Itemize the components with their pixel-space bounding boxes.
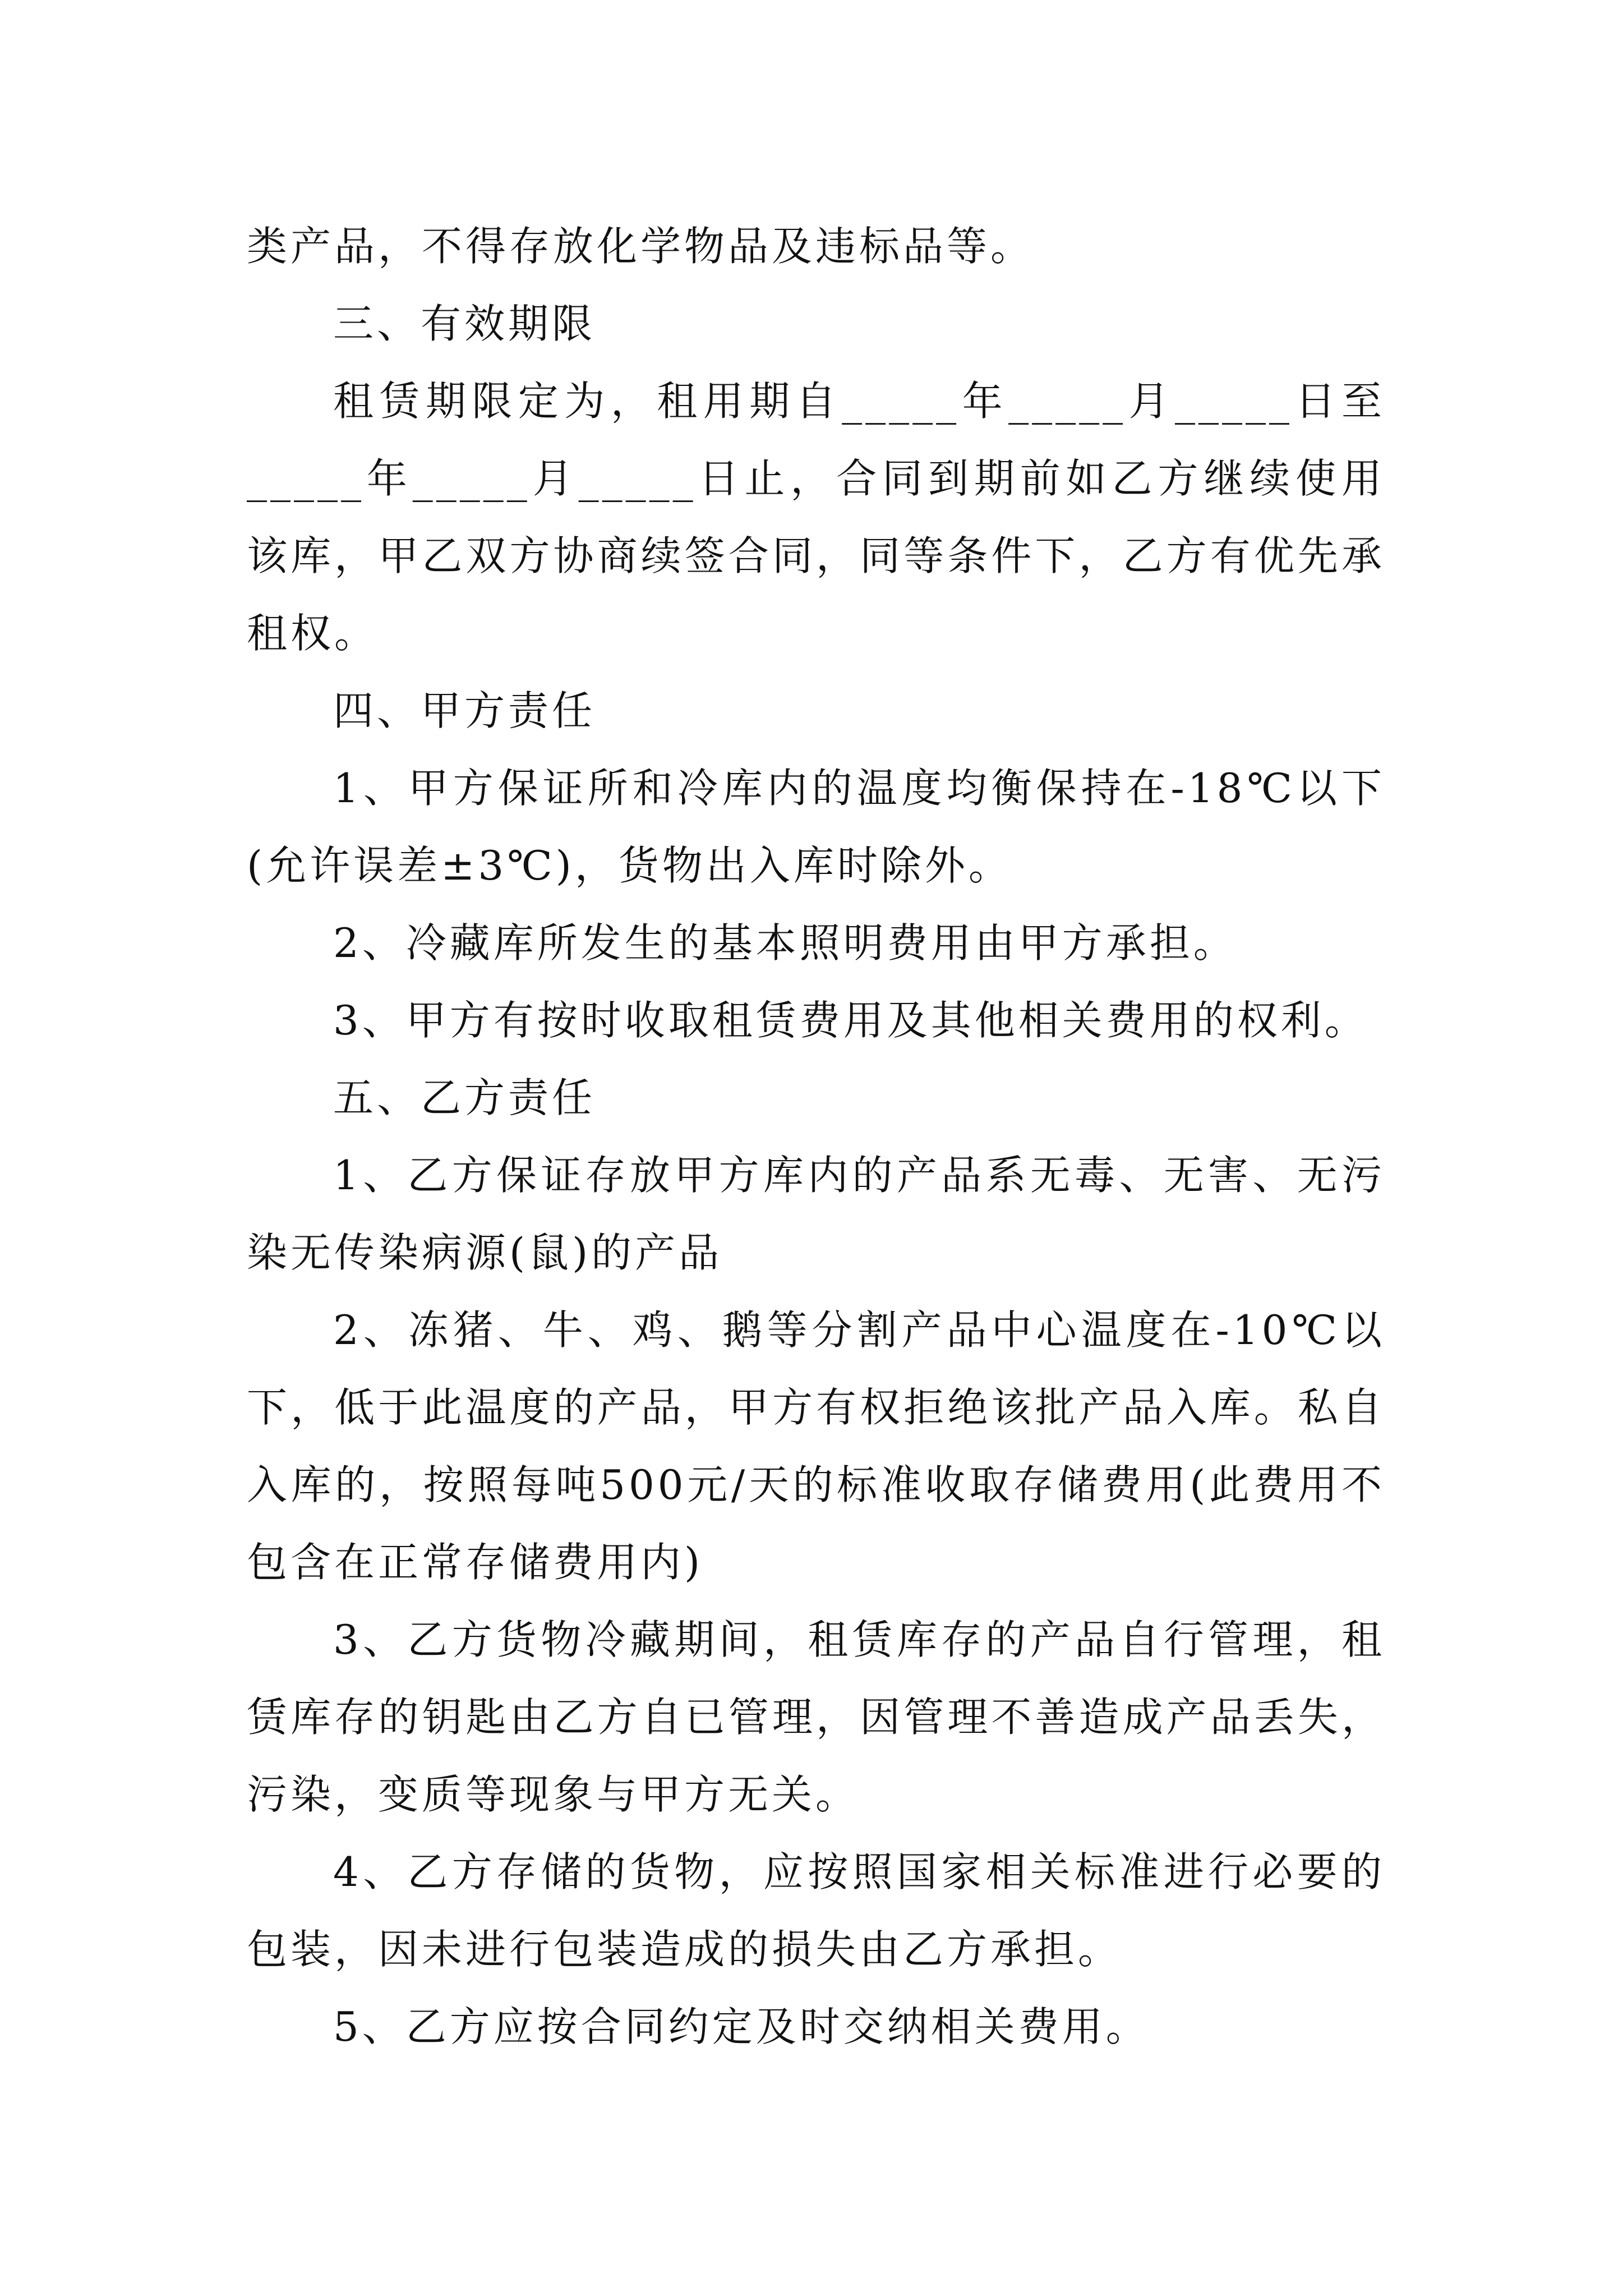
paragraph-lease-term: 租赁期限定为，租用期自_____年_____月_____日至_____年_____月_____日止，合同到期前如乙方继续使用该库，甲乙双方协商续签合同，同等条件下，乙方有优先承租权。	[247, 378, 1385, 657]
clause-b-3: 3、乙方货物冷藏期间，租赁库存的产品自行管理，租赁库存的钥匙由乙方自已管理，因管理不善造成产品丢失，污染，变质等现象与甲方无关。	[247, 1616, 1385, 1818]
clause-b-4: 4、乙方存储的货物，应按照国家相关标准进行必要的包装，因未进行包装造成的损失由乙方承担。	[247, 1848, 1385, 1973]
clause-b-2: 2、冻猪、牛、鸡、鹅等分割产品中心温度在-10℃以下，低于此温度的产品，甲方有权拒绝该批产品入库。私自入库的，按照每吨500元/天的标准收取存储费用(此费用不包含在正常存储费用内)	[247, 1306, 1385, 1586]
section-heading-party-a: 四、甲方责任	[333, 687, 596, 734]
clause-b-1: 1、乙方保证存放甲方库内的产品系无毒、无害、无污染无传染病源(鼠)的产品	[247, 1152, 1385, 1276]
clause-a-1: 1、甲方保证所和冷库内的温度均衡保持在-18℃以下(允许误差±3℃)，货物出入库时除外。	[247, 765, 1385, 889]
paragraph-product-restriction: 类产品，不得存放化学物品及违标品等。	[247, 223, 1035, 270]
clause-a-3: 3、甲方有按时收取租赁费用及其他相关费用的权利。	[333, 997, 1368, 1044]
section-heading-validity: 三、有效期限	[333, 300, 596, 347]
document-body	[247, 208, 1385, 2065]
clause-a-2: 2、冷藏库所发生的基本照明费用由甲方承担。	[333, 919, 1237, 967]
section-heading-party-b: 五、乙方责任	[333, 1074, 596, 1121]
clause-b-5: 5、乙方应按合同约定及时交纳相关费用。	[333, 2003, 1150, 2050]
